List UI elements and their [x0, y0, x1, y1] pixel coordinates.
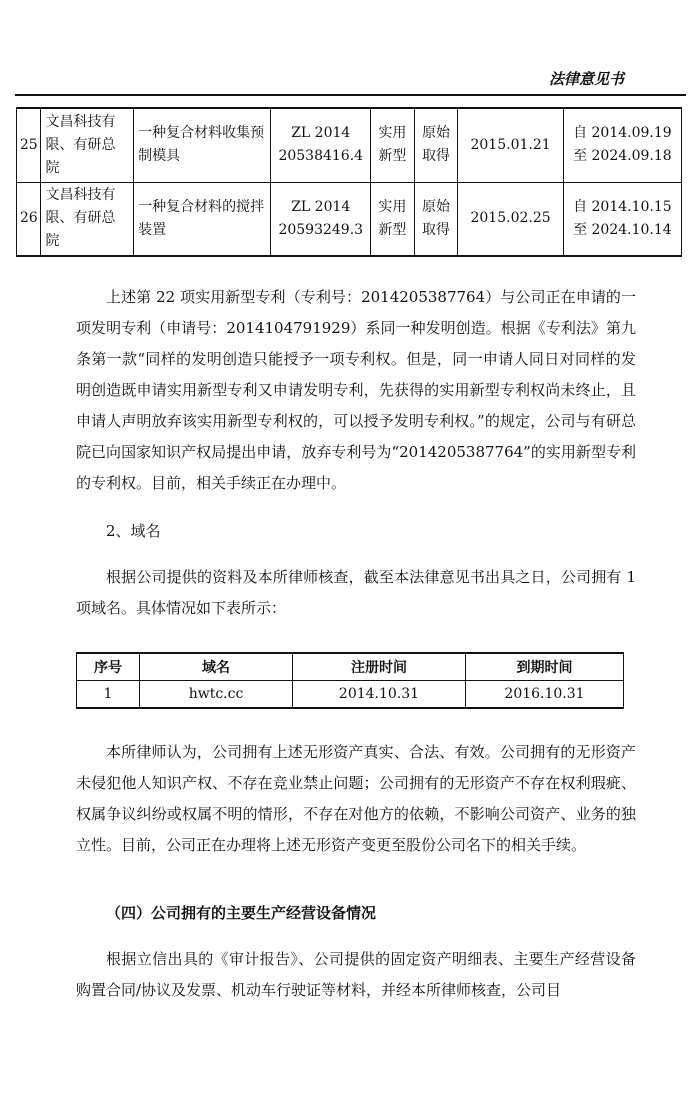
patent-term-to: 至 2024.09.18 [573, 148, 672, 165]
patent-term [563, 182, 681, 256]
patent-name: 一种复合材料收集预制模具 [134, 108, 271, 182]
patent-term-from: 自 2014.09.19 [573, 125, 672, 142]
domain-no: 1 [77, 681, 140, 709]
table-header-row [77, 653, 624, 681]
domain-registered: 2014.10.31 [293, 681, 466, 709]
patent-owner: 文昌科技有限、有研总院 [41, 108, 134, 182]
section-heading-domain: 2、域名 [106, 522, 161, 540]
patent-type: 实用新型 [371, 182, 415, 256]
patent-no: 25 [17, 108, 41, 182]
table-row [17, 108, 682, 182]
patent-no: 26 [17, 182, 41, 256]
patent-paragraph: 上述第 22 项实用新型专利（专利号：2014205387764）与公司正在申请的一项发明专利（申请号：2014104791929）系同一种发明创造。根据《专利法》第九条第一款“同样的发明创造只能授予一项专利权。但是，同一申请人同日对同样的发明创造既申请实用新型专利又申请发明专利，先获得的实用新型专利权尚未终止，且申请人声明放弃该实用新型专利权的，可以授予发明专利权。”的规定，公司与有研总院已向国家知识产权局提出申请，放弃专利号为“2014205387764”的实用新型专利的专利权。目前，相关手续正在办理中。 [76, 288, 636, 492]
patent-name: 一种复合材料的搅拌装置 [134, 182, 271, 256]
domain-name: hwtc.cc [140, 681, 293, 709]
domain-table [76, 652, 624, 709]
patent-table [16, 107, 682, 257]
domain-intro-paragraph: 根据公司提供的资料及本所律师核查，截至本法律意见书出具之日，公司拥有 1 项域名。具体情况如下表所示： [76, 568, 636, 617]
domain-expires: 2016.10.31 [466, 681, 624, 709]
patent-acquisition: 原始取得 [414, 108, 458, 182]
patent-grant-date: 2015.01.21 [458, 108, 563, 182]
patent-grant-date: 2015.02.25 [458, 182, 563, 256]
patent-term [563, 108, 681, 182]
column-header: 到期时间 [466, 653, 624, 681]
column-header: 序号 [77, 653, 140, 681]
conclusion-paragraph: 本所律师认为，公司拥有上述无形资产真实、合法、有效。公司拥有的无形资产未侵犯他人知识产权、不存在竞业禁止问题；公司拥有的无形资产不存在权利瑕疵、权属争议纠纷或权属不明的情形，不存在对他方的依赖，不影响公司资产、业务的独立性。目前，公司正在办理将上述无形资产变更至股份公司名下的相关手续。 [76, 743, 636, 854]
column-header: 注册时间 [293, 653, 466, 681]
patent-number: ZL 2014 20593249.3 [271, 182, 371, 256]
patent-term-from: 自 2014.10.15 [573, 198, 672, 215]
document-title: 法律意见书 [548, 70, 624, 88]
patent-type: 实用新型 [371, 108, 415, 182]
table-row [77, 681, 624, 709]
equipment-paragraph: 根据立信出具的《审计报告》、公司提供的固定资产明细表、主要生产经营设备购置合同/协议及发票、机动车行驶证等材料，并经本所律师核查，公司目 [76, 950, 636, 999]
patent-owner: 文昌科技有限、有研总院 [41, 182, 134, 256]
section-heading-equipment: （四）公司拥有的主要生产经营设备情况 [106, 904, 377, 922]
page-header [15, 64, 686, 96]
patent-acquisition: 原始取得 [414, 182, 458, 256]
table-row [17, 182, 682, 256]
patent-number: ZL 2014 20538416.4 [271, 108, 371, 182]
column-header: 域名 [140, 653, 293, 681]
patent-term-to: 至 2024.10.14 [573, 221, 672, 238]
